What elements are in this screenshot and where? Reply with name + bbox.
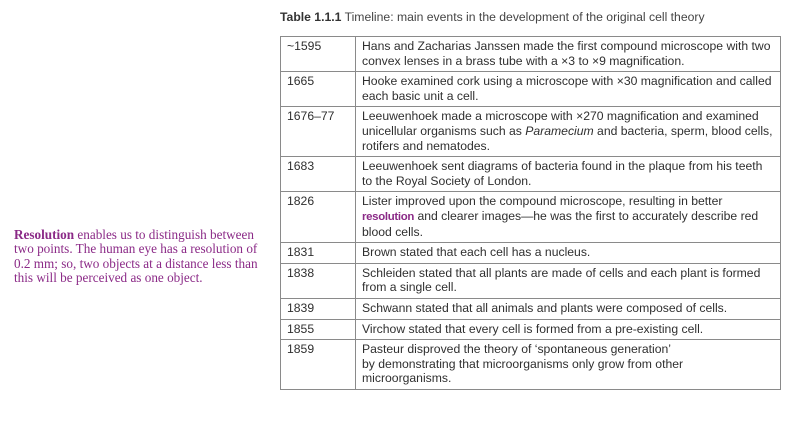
timeline-table (280, 36, 781, 390)
table-row (281, 298, 781, 319)
year-cell: 1676–77 (281, 107, 356, 157)
year-cell: 1855 (281, 319, 356, 340)
event-cell (356, 243, 781, 264)
table-row (281, 243, 781, 264)
margin-note-resolution (14, 228, 264, 286)
event-text: Brown stated that each cell has a nucleus. (362, 245, 591, 260)
event-cell (356, 298, 781, 319)
event-cell (356, 72, 781, 107)
year-cell: 1683 (281, 157, 356, 192)
year-cell: 1839 (281, 298, 356, 319)
table-row (281, 340, 781, 390)
margin-note-term: Resolution (14, 227, 75, 242)
event-text: Virchow stated that every cell is formed from a pre-existing cell. (362, 321, 704, 336)
table-row (281, 37, 781, 72)
table-row (281, 72, 781, 107)
event-text: Hans and Zacharias Janssen made the first compound microscope with two convex lenses in a brass tube with a ×3 to ×9 magnification. (362, 39, 771, 68)
table-title: Timeline: main events in the development of the original cell theory (341, 10, 705, 24)
event-cell (356, 319, 781, 340)
event-text: Leeuwenhoek sent diagrams of bacteria found in the plaque from his teeth to the Royal Society of London. (362, 159, 763, 188)
event-text: Hooke examined cork using a microscope with ×30 magnification and called each basic unit a cell. (362, 74, 772, 103)
event-text: Pasteur disproved the theory of ‘spontaneous generation’ (362, 342, 671, 357)
year-cell: 1838 (281, 263, 356, 298)
year-cell: 1859 (281, 340, 356, 390)
margin-note-text: enables us to distinguish between two points. The human eye has a resolution of 0.2 mm; so, two objects at a distance less than this will be perceived as one object. (14, 227, 258, 286)
timeline-table-body (281, 37, 781, 390)
event-text: Leeuwenhoek made a microscope with ×270 magnification and examined unicellular organisms such as (362, 109, 759, 138)
year-cell: ~1595 (281, 37, 356, 72)
event-text: Lister improved upon the compound microscope, resulting in better (362, 194, 723, 209)
event-cell (356, 263, 781, 298)
table-row (281, 263, 781, 298)
table-row (281, 107, 781, 157)
table-caption (280, 10, 705, 24)
event-cell (356, 340, 781, 390)
event-text: Schleiden stated that all plants are made of cells and each plant is formed from a single cell. (362, 265, 761, 295)
event-cell (356, 192, 781, 243)
event-cell (356, 107, 781, 157)
event-cell (356, 157, 781, 192)
year-cell: 1826 (281, 192, 356, 243)
event-text: and bacteria, sperm, blood cells, rotifers and nematodes. (362, 123, 773, 153)
glossary-term: resolution (362, 210, 415, 223)
table-row (281, 319, 781, 340)
event-text: and clearer images—he was the first to accurately describe red blood cells. (362, 208, 759, 239)
italic-term: Paramecium (525, 123, 594, 138)
table-number: Table 1.1.1 (280, 10, 342, 24)
year-cell: 1665 (281, 72, 356, 107)
table-row (281, 192, 781, 243)
year-cell: 1831 (281, 243, 356, 264)
event-text: Schwann stated that all animals and plants were composed of cells. (362, 300, 728, 315)
table-row (281, 157, 781, 192)
event-cell (356, 37, 781, 72)
event-text: by demonstrating that microorganisms only grow from other microorganisms. (362, 356, 684, 386)
